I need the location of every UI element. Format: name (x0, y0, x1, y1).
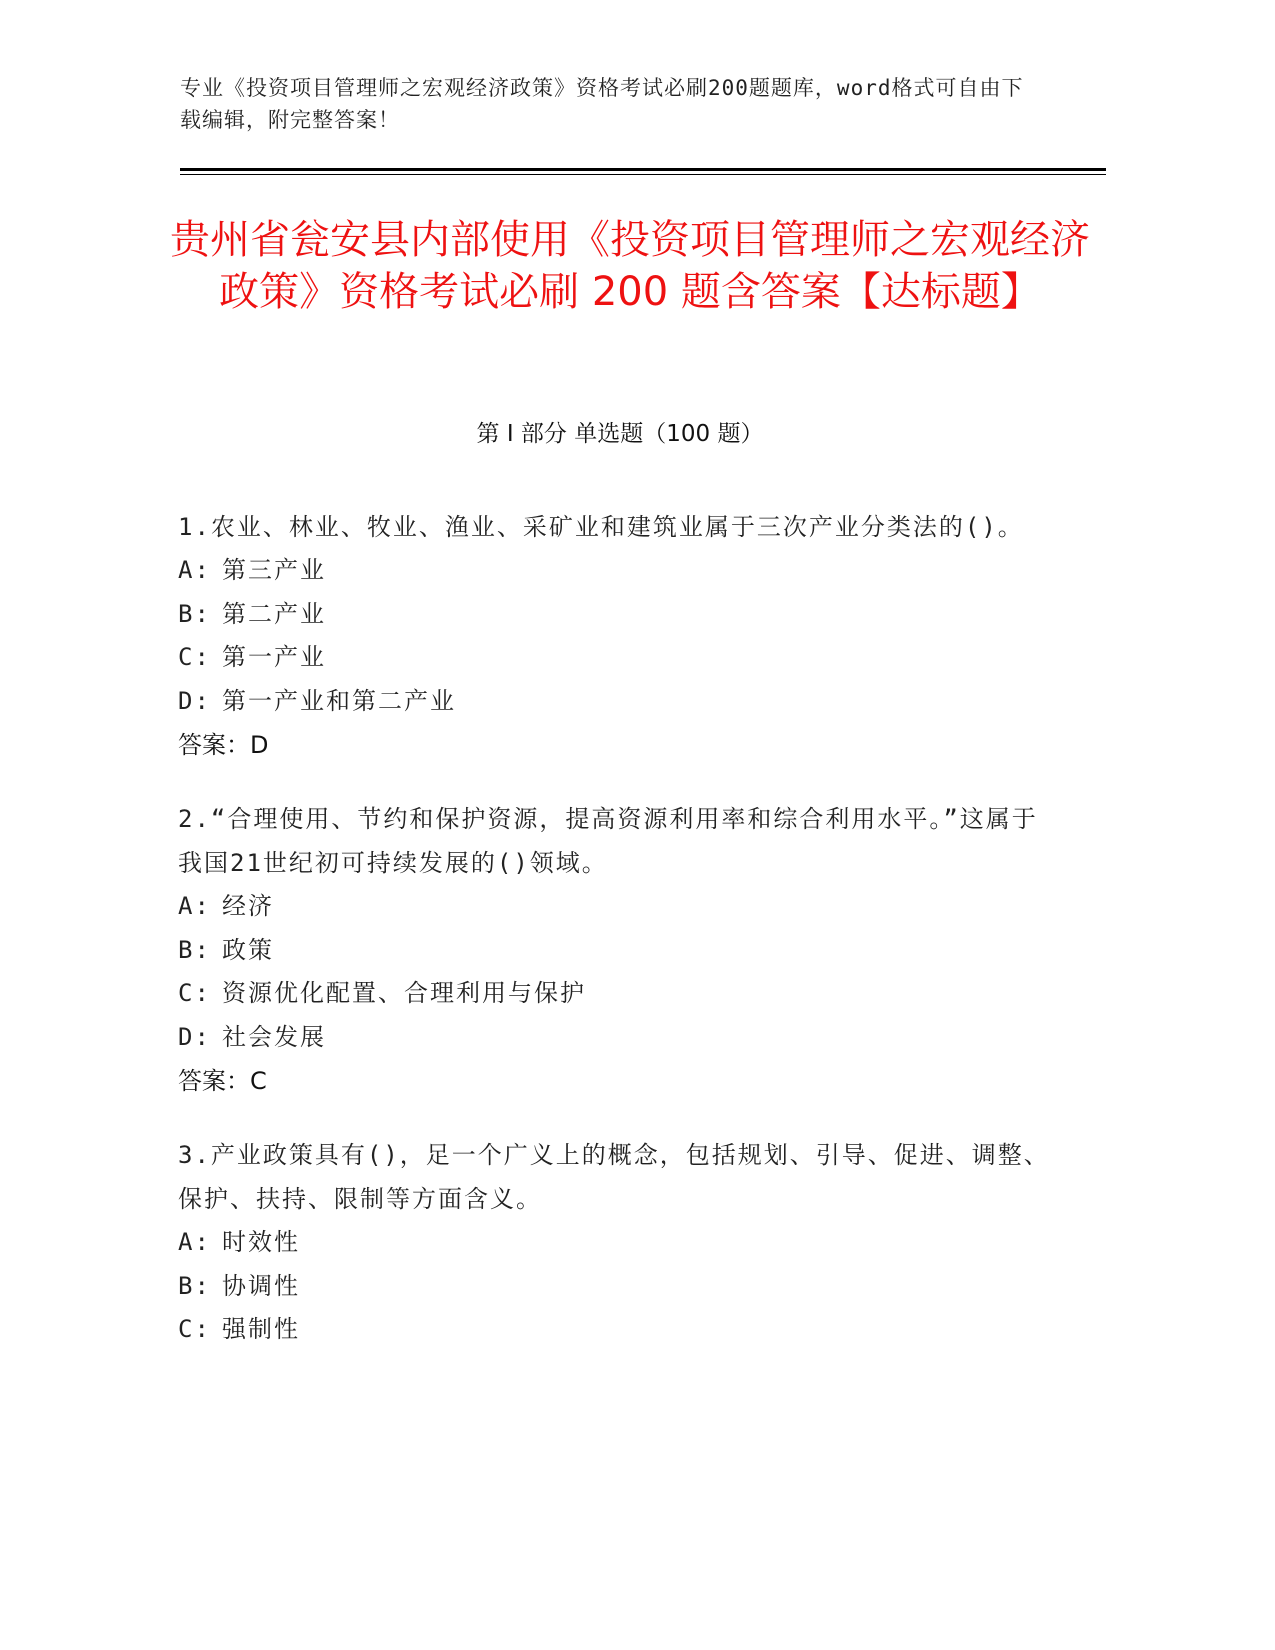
header-note: 专业《投资项目管理师之宏观经济政策》资格考试必刷200题题库，word格式可自由下载编辑，附完整答案！ (180, 76, 1024, 132)
question-item (178, 797, 1058, 1103)
option-key: B: (178, 599, 211, 628)
option-a (178, 885, 1058, 929)
question-answer: 答案：C (178, 1067, 267, 1095)
option-a (178, 549, 1058, 593)
option-key: B: (178, 935, 211, 964)
option-text: 协调性 (222, 1271, 300, 1300)
option-text: 社会发展 (222, 1022, 326, 1051)
option-key: A: (178, 892, 211, 920)
option-c (178, 636, 1058, 680)
option-key: A: (178, 556, 211, 584)
option-c (178, 1308, 1058, 1352)
option-key: D: (178, 1022, 211, 1051)
option-d (178, 1016, 1058, 1060)
option-text: 资源优化配置、合理利用与保护 (222, 979, 586, 1007)
option-text: 时效性 (222, 1228, 300, 1256)
option-text: 第三产业 (222, 556, 326, 584)
question-list (178, 505, 1058, 1382)
option-b (178, 593, 1058, 637)
question-answer: 答案：D (178, 731, 269, 759)
option-key: A: (178, 1228, 211, 1256)
header-divider-thick (180, 168, 1106, 171)
section-title: 第 I 部分 单选题（100 题） (476, 421, 764, 447)
document-title: 贵州省瓮安县内部使用《投资项目管理师之宏观经济政策》资格考试必刷 200 题含答案【达标题】 (170, 217, 1090, 315)
option-b (178, 1265, 1058, 1309)
option-text: 经济 (222, 892, 274, 920)
option-text: 第二产业 (222, 599, 326, 628)
option-text: 政策 (222, 935, 274, 964)
option-c (178, 972, 1058, 1016)
option-text: 第一产业 (222, 643, 326, 671)
question-stem: 2.“合理使用、节约和保护资源，提高资源利用率和综合利用水平。”这属于我国21世纪初可持续发展的()领域。 (178, 805, 1038, 877)
option-key: C: (178, 979, 211, 1007)
question-item (178, 1133, 1058, 1352)
option-key: C: (178, 643, 211, 671)
question-stem: 1.农业、林业、牧业、渔业、采矿业和建筑业属于三次产业分类法的()。 (178, 513, 1024, 541)
question-item (178, 505, 1058, 767)
option-key: B: (178, 1271, 211, 1300)
option-text: 强制性 (222, 1315, 300, 1343)
header-divider-thin (180, 174, 1106, 175)
option-text: 第一产业和第二产业 (222, 686, 456, 715)
option-d (178, 680, 1058, 724)
question-stem: 3.产业政策具有()，足一个广义上的概念，包括规划、引导、促进、调整、保护、扶持、限制等方面含义。 (178, 1141, 1050, 1213)
option-key: C: (178, 1315, 211, 1343)
option-a (178, 1221, 1058, 1265)
option-b (178, 929, 1058, 973)
option-key: D: (178, 686, 211, 715)
